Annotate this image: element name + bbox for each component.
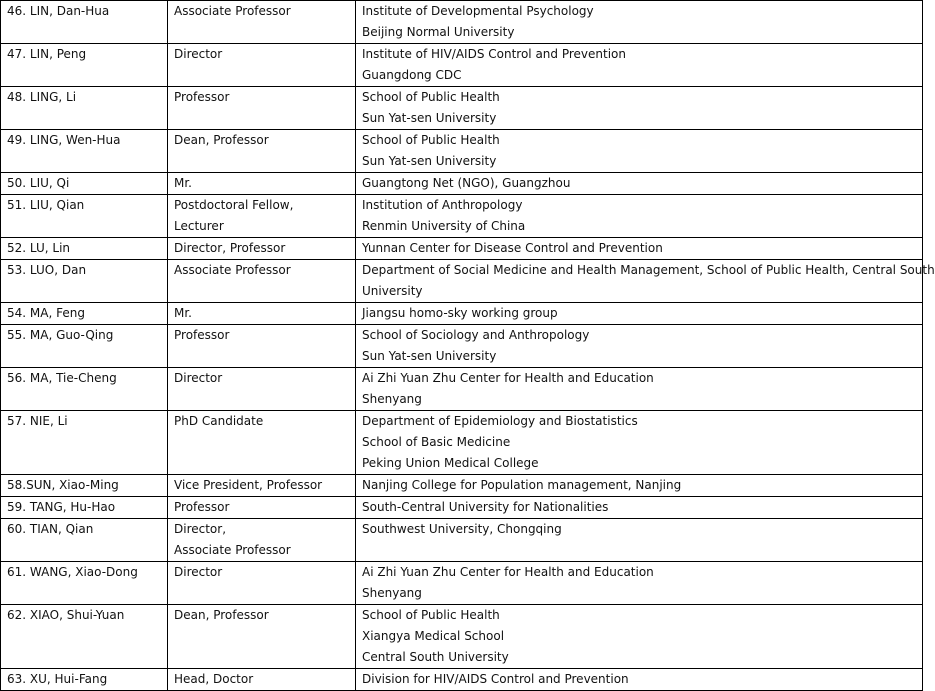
table-row <box>1 475 923 497</box>
participant-name-cell <box>1 368 168 411</box>
participant-name-cell <box>1 260 168 303</box>
participant-affiliation-line: Peking Union Medical College <box>362 456 539 470</box>
participant-affiliation-line: Ai Zhi Yuan Zhu Center for Health and Education <box>362 371 654 385</box>
participant-affiliation-cell <box>356 368 923 411</box>
table-row <box>1 1 923 44</box>
participant-affiliation-cell <box>356 475 923 497</box>
participant-name: 57. NIE, Li <box>7 414 68 428</box>
participant-table-body <box>1 1 935 691</box>
table-row <box>1 303 923 325</box>
participant-affiliation-cell <box>356 87 923 130</box>
participant-name: 61. WANG, Xiao-Dong <box>7 565 138 579</box>
participant-name: 55. MA, Guo-Qing <box>7 328 114 342</box>
participant-title-line: Mr. <box>174 306 192 320</box>
participant-affiliation-cell <box>356 173 923 195</box>
participant-title-cell <box>168 238 356 260</box>
participant-affiliation-cell <box>356 605 923 669</box>
participant-affiliation-line: Department of Social Medicine and Health Management, School of Public Health, Central South <box>362 263 935 277</box>
participant-affiliation-cell <box>356 325 923 368</box>
participant-affiliation-cell <box>356 1 923 44</box>
participant-name: 50. LIU, Qi <box>7 176 70 190</box>
participant-title-cell <box>168 325 356 368</box>
table-row <box>1 562 923 605</box>
participant-title-cell <box>168 260 356 303</box>
participant-name-cell <box>1 497 168 519</box>
participant-affiliation-line: Beijing Normal University <box>362 25 515 39</box>
participant-name: 46. LIN, Dan-Hua <box>7 4 110 18</box>
participant-affiliation-cell <box>356 44 923 87</box>
participant-name: 54. MA, Feng <box>7 306 85 320</box>
participant-title-cell <box>168 44 356 87</box>
participant-affiliation-line: Shenyang <box>362 586 422 600</box>
participant-affiliation-line: University <box>362 284 423 298</box>
participant-name: 49. LING, Wen-Hua <box>7 133 121 147</box>
participant-title-line: Associate Professor <box>174 543 291 557</box>
participant-affiliation-line: Southwest University, Chongqing <box>362 522 562 536</box>
participant-name: 51. LIU, Qian <box>7 198 85 212</box>
participant-name-cell <box>1 411 168 475</box>
participant-title-line: Director <box>174 565 223 579</box>
participant-affiliation-line: Renmin University of China <box>362 219 526 233</box>
participant-affiliation-cell <box>356 411 923 475</box>
participant-affiliation-line: School of Public Health <box>362 608 500 622</box>
participant-affiliation-line: School of Basic Medicine <box>362 435 511 449</box>
participant-name: 53. LUO, Dan <box>7 263 87 277</box>
table-row <box>1 87 923 130</box>
participant-title-line: Director, <box>174 522 227 536</box>
participant-affiliation-line: Institute of Developmental Psychology <box>362 4 594 18</box>
participant-affiliation-line: Nanjing College for Population management, Nanjing <box>362 478 682 492</box>
participant-name-cell <box>1 87 168 130</box>
table-row <box>1 325 923 368</box>
table-row <box>1 130 923 173</box>
participant-affiliation-line: Division for HIV/AIDS Control and Prevention <box>362 672 629 686</box>
participant-title-cell <box>168 173 356 195</box>
participant-affiliation-line: Central South University <box>362 650 509 664</box>
participant-name: 47. LIN, Peng <box>7 47 87 61</box>
participant-affiliation-cell <box>356 260 935 303</box>
participant-name-cell <box>1 238 168 260</box>
participant-title-cell <box>168 562 356 605</box>
participant-title-cell <box>168 195 356 238</box>
participant-name-cell <box>1 44 168 87</box>
participant-affiliation-cell <box>356 519 923 562</box>
participant-affiliation-line: Guangtong Net (NGO), Guangzhou <box>362 176 571 190</box>
participant-title-cell <box>168 497 356 519</box>
participant-affiliation-cell <box>356 497 923 519</box>
participant-title-line: Professor <box>174 328 230 342</box>
participant-affiliation-line: South-Central University for Nationalities <box>362 500 609 514</box>
participant-title-cell <box>168 368 356 411</box>
participant-title-line: Professor <box>174 90 230 104</box>
participant-title-line: Mr. <box>174 176 192 190</box>
participant-affiliation-line: Institution of Anthropology <box>362 198 523 212</box>
participant-title-line: PhD Candidate <box>174 414 264 428</box>
participant-title-cell <box>168 411 356 475</box>
participant-title-cell <box>168 87 356 130</box>
participant-name-cell <box>1 562 168 605</box>
table-row <box>1 519 923 562</box>
participant-affiliation-cell <box>356 562 923 605</box>
participant-title-line: Lecturer <box>174 219 224 233</box>
participant-title-line: Vice President, Professor <box>174 478 323 492</box>
participant-affiliation-line: Jiangsu homo-sky working group <box>362 306 558 320</box>
participant-name: 62. XIAO, Shui-Yuan <box>7 608 125 622</box>
participant-title-cell <box>168 130 356 173</box>
table-row <box>1 497 923 519</box>
participant-name: 63. XU, Hui-Fang <box>7 672 108 686</box>
participant-affiliation-line: Xiangya Medical School <box>362 629 505 643</box>
participant-affiliation-line: Institute of HIV/AIDS Control and Prevention <box>362 47 626 61</box>
participant-affiliation-cell <box>356 669 923 691</box>
participant-name-cell <box>1 173 168 195</box>
participant-title-cell <box>168 475 356 497</box>
participant-name: 48. LING, Li <box>7 90 77 104</box>
participant-name-cell <box>1 605 168 669</box>
participant-title-line: Director, Professor <box>174 241 286 255</box>
participant-name: 52. LU, Lin <box>7 241 71 255</box>
participant-affiliation-line: School of Sociology and Anthropology <box>362 328 590 342</box>
participant-title-cell <box>168 605 356 669</box>
participant-title-line: Director <box>174 371 223 385</box>
participant-title-cell <box>168 1 356 44</box>
participant-title-line: Dean, Professor <box>174 133 269 147</box>
participant-affiliation-line: School of Public Health <box>362 133 500 147</box>
table-row <box>1 669 923 691</box>
participant-affiliation-line: Ai Zhi Yuan Zhu Center for Health and Education <box>362 565 654 579</box>
participant-title-cell <box>168 519 356 562</box>
participant-affiliation-line: Sun Yat-sen University <box>362 111 497 125</box>
participant-name-cell <box>1 669 168 691</box>
participant-title-line: Professor <box>174 500 230 514</box>
participant-affiliation-line: Shenyang <box>362 392 422 406</box>
participant-title-cell <box>168 303 356 325</box>
participant-affiliation-cell <box>356 303 923 325</box>
table-row <box>1 44 923 87</box>
table-row <box>1 195 923 238</box>
participant-affiliation-cell <box>356 130 923 173</box>
participant-name: 56. MA, Tie-Cheng <box>7 371 117 385</box>
participant-title-line: Head, Doctor <box>174 672 254 686</box>
participant-name-cell <box>1 519 168 562</box>
participant-affiliation-line: Department of Epidemiology and Biostatistics <box>362 414 638 428</box>
participant-affiliation-line: Guangdong CDC <box>362 68 462 82</box>
table-row <box>1 260 923 303</box>
participant-affiliation-line: Sun Yat-sen University <box>362 349 497 363</box>
table-row <box>1 368 923 411</box>
participant-affiliation-cell <box>356 238 923 260</box>
participant-name: 59. TANG, Hu-Hao <box>7 500 116 514</box>
participant-name-cell <box>1 130 168 173</box>
table-row <box>1 605 923 669</box>
participant-affiliation-line: Yunnan Center for Disease Control and Prevention <box>362 241 663 255</box>
participant-name-cell <box>1 475 168 497</box>
table-row <box>1 411 923 475</box>
participant-name-cell <box>1 303 168 325</box>
participant-name: 58.SUN, Xiao-Ming <box>7 478 119 492</box>
participant-affiliation-cell <box>356 195 923 238</box>
table-row <box>1 238 923 260</box>
participant-title-line: Dean, Professor <box>174 608 269 622</box>
participant-title-line: Postdoctoral Fellow, <box>174 198 294 212</box>
participant-affiliation-line: School of Public Health <box>362 90 500 104</box>
participant-title-line: Associate Professor <box>174 4 291 18</box>
participant-title-line: Associate Professor <box>174 263 291 277</box>
table-row <box>1 173 923 195</box>
participant-name: 60. TIAN, Qian <box>7 522 94 536</box>
participant-name-cell <box>1 1 168 44</box>
participant-name-cell <box>1 325 168 368</box>
participant-title-cell <box>168 669 356 691</box>
participant-name-cell <box>1 195 168 238</box>
participant-affiliation-line: Sun Yat-sen University <box>362 154 497 168</box>
participant-title-line: Director <box>174 47 223 61</box>
